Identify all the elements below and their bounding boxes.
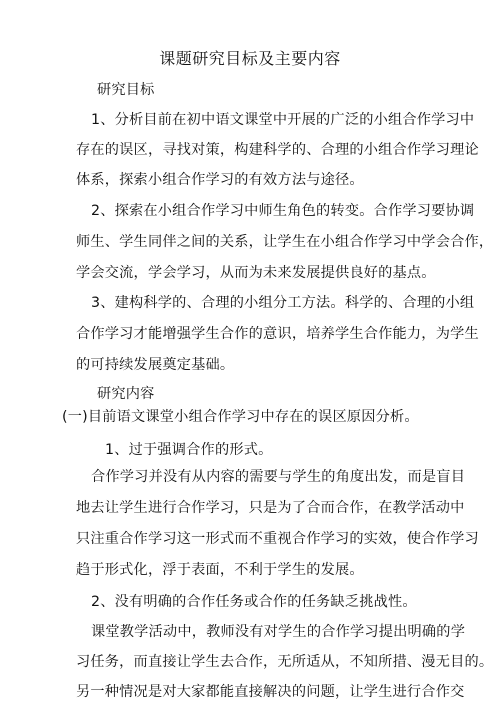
document-title: 课题研究目标及主要内容 bbox=[159, 49, 341, 68]
paragraph-line: 习任务，而直接让学生去合作，无所适从，不知所措、漫无目的。 bbox=[76, 654, 494, 670]
subsection-heading: 2、没有明确的合作任务或合作的任务缺乏挑战性。 bbox=[91, 594, 417, 610]
paragraph-line: 的可持续发展奠定基础。 bbox=[76, 357, 235, 373]
paragraph-line: 另一种情况是对大家都能直接解决的问题，让学生进行合作交 bbox=[76, 684, 465, 700]
paragraph-line: 课堂教学活动中，教师没有对学生的合作学习提出明确的学 bbox=[91, 624, 466, 640]
heading-research-goals: 研究目标 bbox=[97, 82, 155, 98]
heading-research-content: 研究内容 bbox=[97, 386, 155, 402]
paragraph-line: 学会交流，学会学习，从而为未来发展提供良好的基点。 bbox=[76, 265, 436, 281]
paragraph-line: 体系，探索小组合作学习的有效方法与途径。 bbox=[76, 172, 364, 188]
paragraph-line: 3、建构科学的、合理的小组分工方法。科学的、合理的小组 bbox=[91, 295, 475, 311]
subsection-heading: 1、过于强调合作的形式。 bbox=[105, 442, 273, 458]
paragraph-line: 地去让学生进行合作学习，只是为了合而合作，在教学活动中 bbox=[76, 500, 465, 516]
paragraph-line: 师生、学生同伴之间的关系，让学生在小组合作学习中学会合作， bbox=[76, 234, 494, 250]
paragraph-line: 趋于形式化，浮于表面，不利于学生的发展。 bbox=[76, 562, 364, 578]
paragraph-line: 2、探索在小组合作学习中师生角色的转变。合作学习要协调 bbox=[91, 203, 475, 219]
paragraph-line: 1、分析目前在初中语文课堂中开展的广泛的小组合作学习中 bbox=[91, 112, 475, 128]
paragraph-line: 合作学习并没有从内容的需要与学生的角度出发，而是盲目 bbox=[91, 469, 466, 485]
section-heading: (一)目前语文课堂小组合作学习中存在的误区原因分析。 bbox=[62, 409, 419, 425]
paragraph-line: 只注重合作学习这一形式而不重视合作学习的实效，使合作学习 bbox=[76, 531, 479, 547]
paragraph-line: 合作学习才能增强学生合作的意识，培养学生合作能力，为学生 bbox=[76, 326, 479, 342]
paragraph-line: 存在的误区，寻找对策，构建科学的、合理的小组合作学习理论 bbox=[76, 142, 479, 158]
